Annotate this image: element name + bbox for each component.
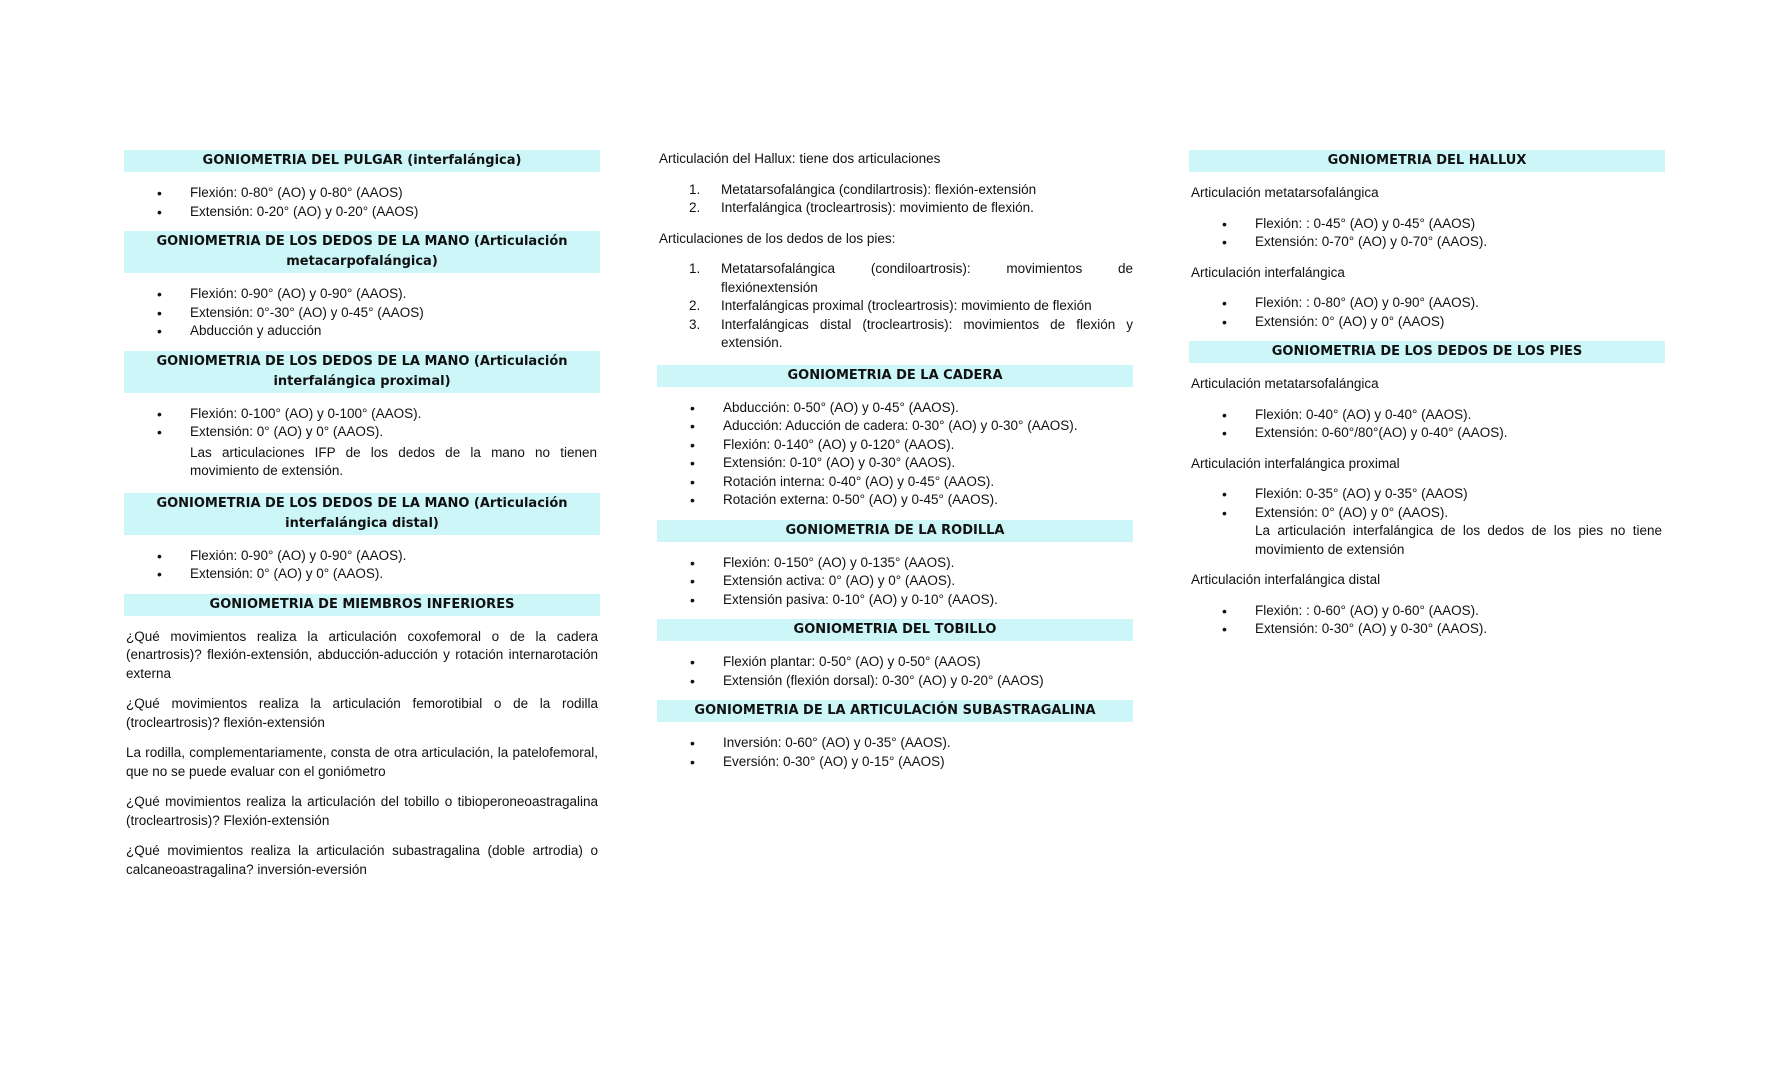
heading-thumb: GONIOMETRIA DEL PULGAR (interfalángica) [124,150,600,172]
list-item [657,316,1133,353]
list-item: • Eversión: 0-30° (AO) y 0-15° (AAOS) [657,753,1133,772]
hallux-intro: Articulación del Hallux: tiene dos articulaciones [659,151,941,166]
list-item: • Flexión: : 0-80° (AO) y 0-90° (AAOS). [1189,294,1665,313]
toes-dip-list [1189,602,1665,639]
list-item: • Flexión: : 0-60° (AO) y 0-60° (AAOS). [1189,602,1665,621]
hallux-ip-label: Articulación interfalángica [1191,264,1345,280]
heading-lower-limbs: GONIOMETRIA DE MIEMBROS INFERIORES [124,594,600,616]
hip-list [657,399,1133,510]
list-item: • Extensión: 0° (AO) y 0° (AAOS). [1189,504,1665,523]
heading-mcp: GONIOMETRIA DE LOS DEDOS DE LA MANO (Articulación metacarpofalángica) [124,231,600,273]
list-item: • Extensión: 0-60°/80°(AO) y 0-40° (AAOS). [1189,424,1665,443]
list-text: Metatarsofalángica (condilartrosis): flexión-extensión [721,181,1037,197]
list-text: Interfalángica (trocleartrosis): movimiento de flexión. [721,200,1034,215]
list-number: 1. [689,261,701,276]
paragraph: ¿Qué movimientos realiza la articulación subastragalina (doble artrodia) o calcaneoastragalina? inversión-eversión [126,843,598,877]
heading-dip: GONIOMETRIA DE LOS DEDOS DE LA MANO (Articulación interfalángica distal) [124,493,600,535]
heading-knee: GONIOMETRIA DE LA RODILLA [657,520,1133,542]
list-text: Metatarsofalángica (condiloartrosis): movimientos de flexiónextensión [721,261,1133,295]
pip-list [124,405,600,442]
toes-mtp-label: Articulación metatarsofalángica [1191,376,1379,391]
toes-pip-label: Articulación interfalángica proximal [1191,455,1400,471]
mcp-list [124,285,600,341]
list-item [657,260,1133,297]
list-item [657,297,1133,316]
toes-numbered-list [657,260,1133,353]
paragraph: ¿Qué movimientos realiza la articulación del tobillo o tibioperoneoastragalina (trocleartrosis)? Flexión-extensión [126,794,598,828]
list-item: • Flexión: 0-100° (AO) y 0-100° (AAOS). [124,405,600,424]
toes-pip-list [1189,485,1665,522]
column-middle [657,150,1133,781]
column-left [124,150,600,891]
list-item: • Extensión: 0° (AO) y 0° (AAOS). [124,565,600,584]
list-item: • Extensión: 0-10° (AO) y 0-30° (AAOS). [657,454,1133,473]
list-item: • Abducción: 0-50° (AO) y 0-45° (AAOS). [657,399,1133,418]
ankle-list [657,653,1133,690]
column-right [1189,150,1665,649]
list-item: • Flexión: 0-90° (AO) y 0-90° (AAOS). [124,285,600,304]
list-text: Interfalángicas proximal (trocleartrosis): movimiento de flexión [721,298,1092,313]
paragraph: La rodilla, complementariamente, consta de otra articulación, la patelofemoral, que no se puede evaluar con el goniómetro [126,745,598,779]
list-number: 3. [689,316,701,332]
toes-mtp-list [1189,406,1665,443]
list-item: • Extensión: 0°-30° (AO) y 0-45° (AAOS) [124,304,600,323]
list-item: • Flexión: 0-35° (AO) y 0-35° (AAOS) [1189,485,1665,504]
list-item: • Inversión: 0-60° (AO) y 0-35° (AAOS). [657,734,1133,753]
list-item: • Extensión activa: 0° (AO) y 0° (AAOS). [657,572,1133,591]
toes-pip-note: La articulación interfalángica de los dedos de los pies no tiene movimiento de extensión [1255,523,1662,557]
heading-ankle: GONIOMETRIA DEL TOBILLO [657,619,1133,641]
toes-intro: Articulaciones de los dedos de los pies: [659,230,896,246]
list-item [657,199,1133,218]
list-item: • Rotación externa: 0-50° (AO) y 0-45° (AAOS). [657,491,1133,510]
list-item: • Extensión: 0-30° (AO) y 0-30° (AAOS). [1189,620,1665,639]
list-item: • Aducción: Aducción de cadera: 0-30° (AO) y 0-30° (AAOS). [657,417,1133,436]
thumb-list [124,184,600,221]
list-item: • Flexión: 0-140° (AO) y 0-120° (AAOS). [657,436,1133,455]
list-number: 1. [689,181,701,197]
hallux-mtp-label: Articulación metatarsofalángica [1191,185,1379,200]
list-number: 2. [689,200,701,215]
heading-hip: GONIOMETRIA DE LA CADERA [657,365,1133,387]
hallux-mtp-list [1189,215,1665,252]
list-number: 2. [689,298,701,313]
list-item: • Flexión: 0-150° (AO) y 0-135° (AAOS). [657,554,1133,573]
hallux-numbered-list [657,181,1133,218]
heading-pip: GONIOMETRIA DE LOS DEDOS DE LA MANO (Articulación interfalángica proximal) [124,351,600,393]
list-item: • Flexión: : 0-45° (AO) y 0-45° (AAOS) [1189,215,1665,234]
list-item: • Flexión plantar: 0-50° (AO) y 0-50° (AAOS) [657,653,1133,672]
heading-hallux: GONIOMETRIA DEL HALLUX [1189,150,1665,172]
heading-toes: GONIOMETRIA DE LOS DEDOS DE LOS PIES [1189,341,1665,363]
paragraph: ¿Qué movimientos realiza la articulación femorotibial o de la rodilla (trocleartrosis)? flexión-extensión [126,696,598,730]
toes-dip-label: Articulación interfalángica distal [1191,572,1381,587]
list-item: • Flexión: 0-40° (AO) y 0-40° (AAOS). [1189,406,1665,425]
list-item: • Extensión pasiva: 0-10° (AO) y 0-10° (AAOS). [657,591,1133,610]
list-item: • Rotación interna: 0-40° (AO) y 0-45° (AAOS). [657,473,1133,492]
dip-list [124,547,600,584]
subtalar-list [657,734,1133,771]
list-item: • Extensión (flexión dorsal): 0-30° (AO) y 0-20° (AAOS) [657,672,1133,691]
list-item: • Extensión: 0° (AO) y 0° (AAOS). [124,423,600,442]
list-item: • Extensión: 0-70° (AO) y 0-70° (AAOS). [1189,233,1665,252]
paragraph: ¿Qué movimientos realiza la articulación coxofemoral o de la cadera (enartrosis)? flexión-extensión, abducción-aducción y rotación internarotación externa [126,628,598,681]
list-item [657,181,1133,200]
list-item: • Flexión: 0-80° (AO) y 0-80° (AAOS) [124,184,600,203]
list-item: • Extensión: 0° (AO) y 0° (AAOS) [1189,313,1665,332]
pip-note: Las articulaciones IFP de los dedos de la mano no tienen movimiento de extensión. [190,444,597,478]
hallux-ip-list [1189,294,1665,331]
knee-list [657,554,1133,610]
list-item: • Flexión: 0-90° (AO) y 0-90° (AAOS). [124,547,600,566]
list-item: • Abducción y aducción [124,322,600,341]
heading-subtalar: GONIOMETRIA DE LA ARTICULACIÓN SUBASTRAGALINA [657,700,1133,722]
list-item: • Extensión: 0-20° (AO) y 0-20° (AAOS) [124,203,600,222]
list-text: Interfalángicas distal (trocleartrosis): movimientos de flexión y extensión. [721,316,1133,350]
